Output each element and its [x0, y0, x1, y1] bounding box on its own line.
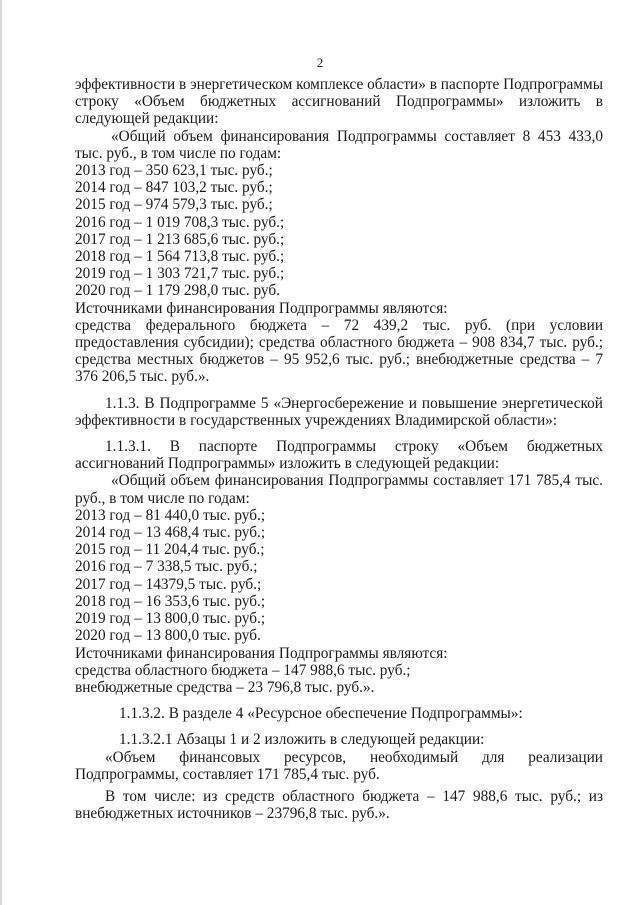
section2-total-funding: «Общий объем финансирования Подпрограммы составляет 171 785,4 тыс. руб., в том числе по годам: — [75, 472, 603, 507]
section1-sources-heading: Источниками финансирования Подпрограммы являются: — [75, 299, 448, 317]
page-edge — [0, 0, 2, 905]
year-line: 2015 год – 11 204,4 тыс. руб.; — [75, 541, 265, 559]
document-body — [75, 76, 603, 822]
section2-heading: 1.1.3. В Подпрограмме 5 «Энергосбережение и повышение энергетической эффективности в государственных учреждениях Владимирской области»: — [75, 394, 603, 429]
section2-sources-regional: средства областного бюджета – 147 988,6 тыс. руб.; — [75, 661, 411, 679]
item-1-1-3-2: 1.1.3.2. В разделе 4 «Ресурсное обеспечение Подпрограммы»: — [119, 705, 523, 723]
including-paragraph: В том числе: из средств областного бюджета – 147 988,6 тыс. руб.; из внебюджетных источников – 23796,8 тыс. руб.». — [75, 787, 603, 823]
item-1-1-3-1: 1.1.3.1. В паспорте Подпрограммы строку «Объем бюджетных ассигнований Подпрограммы» изложить в следующей редакции: — [75, 438, 603, 473]
year-line: 2014 год – 847 103,2 тыс. руб.; — [75, 179, 273, 197]
section1-sources-text: средства федерального бюджета – 72 439,2 тыс. руб. (при условии предоставления субсидии); средства областного бюджета – 908 834,7 тыс. руб.; средства местных бюджетов – 95 952,6 тыс. руб.; внебюджетные средства – 7 376 206,5 тыс. руб.». — [75, 316, 603, 386]
year-line: 2016 год – 1 019 708,3 тыс. руб.; — [75, 213, 285, 231]
resources-paragraph: «Объем финансовых ресурсов, необходимый для реализации Подпрограммы, составляет 171 785,4 тыс. руб. — [75, 748, 603, 783]
year-line: 2017 год – 14379,5 тыс. руб.; — [75, 575, 262, 593]
year-line: 2017 год – 1 213 685,6 тыс. руб.; — [75, 230, 285, 248]
item-1-1-3-2-1: 1.1.3.2.1 Абзацы 1 и 2 изложить в следующей редакции: — [119, 731, 485, 749]
page-number: 2 — [316, 55, 324, 70]
year-line: 2014 год – 13 468,4 тыс. руб.; — [75, 524, 266, 542]
section2-sources-heading: Источниками финансирования Подпрограммы являются: — [75, 644, 448, 662]
section2-years-list — [75, 507, 603, 645]
section1-total-funding: «Общий объем финансирования Подпрограммы составляет 8 453 433,0 тыс. руб., в том числе по годам: — [75, 127, 603, 162]
year-line: 2020 год – 1 179 298,0 тыс. руб. — [75, 282, 280, 300]
section1-years-list — [75, 162, 603, 300]
section2-sources-extra: внебюджетные средства – 23 796,8 тыс. руб.». — [75, 678, 375, 696]
year-line: 2018 год – 1 564 713,8 тыс. руб.; — [75, 248, 285, 266]
year-line: 2020 год – 13 800,0 тыс. руб. — [75, 627, 261, 645]
year-line: 2013 год – 81 440,0 тыс. руб.; — [75, 506, 266, 524]
year-line: 2018 год – 16 353,6 тыс. руб.; — [75, 592, 266, 610]
year-line: 2019 год – 1 303 721,7 тыс. руб.; — [75, 265, 285, 283]
year-line: 2013 год – 350 623,1 тыс. руб.; — [75, 162, 273, 180]
year-line: 2019 год – 13 800,0 тыс. руб.; — [75, 610, 266, 628]
section1-intro: эффективности в энергетическом комплексе области» в паспорте Подпрограммы строку «Объем бюджетных ассигнований Подпрограммы» изложить в следующей редакции: — [75, 76, 603, 128]
year-line: 2016 год – 7 338,5 тыс. руб.; — [75, 558, 258, 576]
year-line: 2015 год – 974 579,3 тыс. руб.; — [75, 196, 273, 214]
